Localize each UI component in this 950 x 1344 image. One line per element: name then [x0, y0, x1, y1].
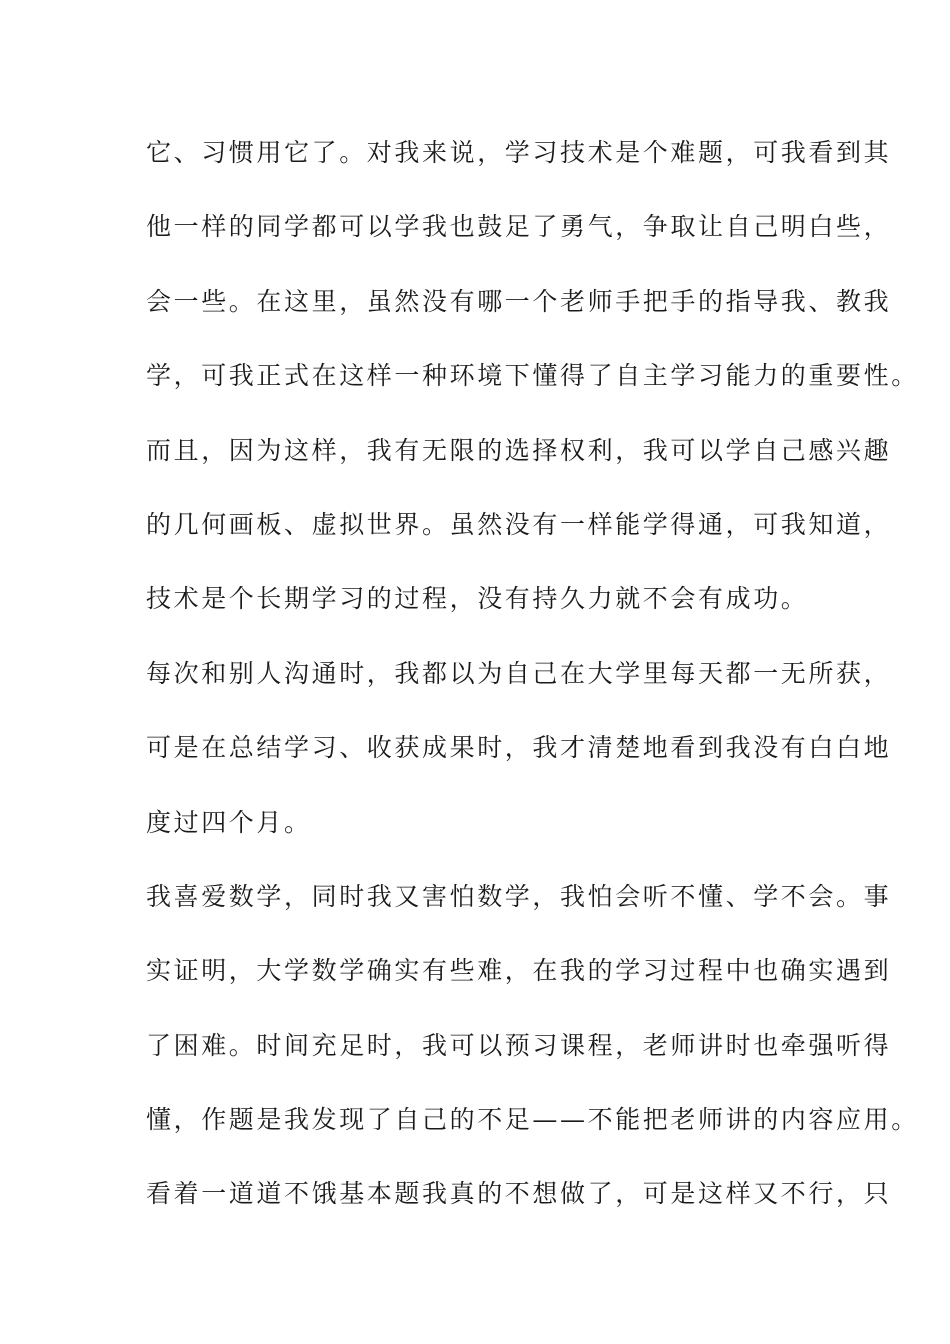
body-text — [146, 124, 919, 1240]
text-line: 看着一道道不饿基本题我真的不想做了，可是这样又不行，只 — [146, 1179, 892, 1209]
text-line: 懂，作题是我发现了自己的不足——不能把老师讲的内容应用。 — [146, 1105, 919, 1135]
text-line: 的几何画板、虚拟世界。虽然没有一样能学得通，可我知道， — [146, 509, 892, 539]
text-line: 每次和别人沟通时，我都以为自己在大学里每天都一无所获， — [146, 658, 892, 688]
text-line: 了困难。时间充足时，我可以预习课程，老师讲时也牵强听得 — [146, 1030, 892, 1060]
text-line: 而且，因为这样，我有无限的选择权利，我可以学自己感兴趣 — [146, 435, 892, 465]
text-line: 会一些。在这里，虽然没有哪一个老师手把手的指导我、教我 — [146, 286, 892, 316]
text-line: 学，可我正式在这样一种环境下懂得了自主学习能力的重要性。 — [146, 361, 919, 391]
text-line: 可是在总结学习、收获成果时，我才清楚地看到我没有白白地 — [146, 733, 892, 763]
text-line: 他一样的同学都可以学我也鼓足了勇气，争取让自己明白些， — [146, 212, 892, 242]
text-line: 它、习惯用它了。对我来说，学习技术是个难题，可我看到其 — [146, 138, 892, 167]
text-line: 技术是个长期学习的过程，没有持久力就不会有成功。 — [146, 584, 809, 614]
text-line: 我喜爱数学，同时我又害怕数学，我怕会听不懂、学不会。事 — [146, 881, 892, 911]
text-line: 度过四个月。 — [146, 807, 312, 837]
text-line: 实证明，大学数学确实有些难，在我的学习过程中也确实遇到 — [146, 956, 892, 986]
